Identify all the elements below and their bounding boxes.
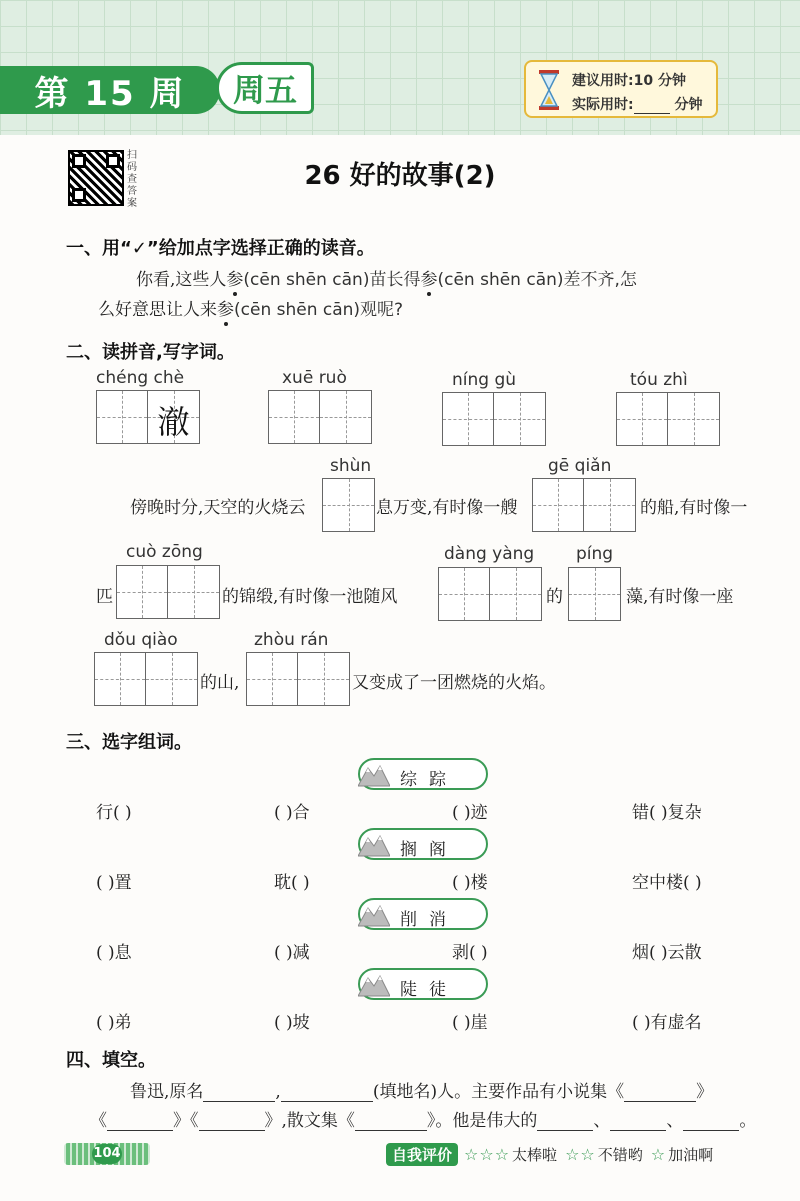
pinyin-label: shùn bbox=[330, 456, 372, 476]
char-grid[interactable] bbox=[116, 565, 220, 619]
grid-cell[interactable] bbox=[533, 479, 584, 531]
section1-line1 bbox=[136, 265, 637, 290]
grid-char: 澈 bbox=[157, 403, 190, 441]
char-grid[interactable] bbox=[322, 478, 375, 532]
answer-blank[interactable] bbox=[537, 1115, 593, 1131]
eval-label: 自我评价 bbox=[386, 1143, 458, 1166]
blank-item[interactable]: ( )楼 bbox=[452, 873, 488, 893]
answer-blank[interactable] bbox=[624, 1086, 696, 1102]
answer-blank[interactable] bbox=[683, 1115, 739, 1131]
dotted-char: 参 bbox=[420, 270, 438, 290]
grid-cell[interactable] bbox=[617, 393, 668, 445]
suggested-time: 建议用时:10 分钟 bbox=[572, 73, 686, 89]
char-grid[interactable] bbox=[268, 390, 372, 444]
pinyin-choices[interactable]: (cēn shēn cān)苗长得 bbox=[243, 270, 421, 290]
grid-cell[interactable] bbox=[146, 653, 197, 705]
text: 、 bbox=[593, 1111, 611, 1131]
actual-time-label: 实际用时: bbox=[572, 97, 634, 113]
grid-cell[interactable] bbox=[117, 566, 168, 618]
qr-label: 扫码查答案 bbox=[127, 150, 137, 209]
pinyin-label: píng bbox=[576, 544, 614, 564]
pinyin-choices[interactable]: (cēn shēn cān)观呢? bbox=[234, 300, 404, 320]
blank-item[interactable]: ( )有虚名 bbox=[632, 1013, 702, 1033]
rating-text: 加油啊 bbox=[668, 1145, 714, 1164]
grid-cell[interactable] bbox=[168, 566, 219, 618]
grid-cell[interactable] bbox=[269, 391, 320, 443]
section1-heading: 一、用“✓”给加点字选择正确的读音。 bbox=[66, 238, 375, 259]
char-grid[interactable] bbox=[532, 478, 636, 532]
text: (填地名)人。主要作品有小说集《 bbox=[372, 1082, 625, 1102]
char-grid[interactable] bbox=[246, 652, 350, 706]
pinyin-label: xuē ruò bbox=[282, 368, 347, 388]
pinyin-label: tóu zhì bbox=[630, 370, 688, 390]
text: 《 bbox=[90, 1111, 107, 1131]
grid-cell[interactable] bbox=[95, 653, 146, 705]
grid-cell[interactable] bbox=[494, 393, 545, 445]
text: , bbox=[275, 1082, 281, 1102]
blank-item[interactable]: ( )合 bbox=[274, 803, 310, 823]
mountain-icon bbox=[358, 972, 390, 998]
char-grid[interactable] bbox=[94, 652, 198, 706]
text: 你看,这些人 bbox=[136, 270, 227, 290]
grid-cell[interactable] bbox=[584, 479, 635, 531]
star-icon[interactable]: ☆ bbox=[650, 1144, 667, 1164]
pinyin-label: níng gù bbox=[452, 370, 517, 390]
blank-item[interactable]: 行( ) bbox=[96, 803, 132, 823]
grid-cell[interactable] bbox=[668, 393, 719, 445]
grid-cell[interactable] bbox=[443, 393, 494, 445]
blank-item[interactable]: 耽( ) bbox=[274, 873, 310, 893]
char-grid[interactable] bbox=[96, 390, 200, 444]
section2-heading: 二、读拼音,写字词。 bbox=[66, 342, 235, 363]
grid-cell[interactable] bbox=[439, 568, 490, 620]
blank-item[interactable]: ( )崖 bbox=[452, 1013, 488, 1033]
text: 鲁迅,原名 bbox=[130, 1082, 204, 1102]
answer-blank[interactable] bbox=[610, 1115, 666, 1131]
grid-cell[interactable] bbox=[490, 568, 541, 620]
grid-cell[interactable] bbox=[298, 653, 349, 705]
fill-line-1 bbox=[130, 1077, 713, 1102]
choice-chars: 陡徒 bbox=[400, 980, 458, 1000]
answer-blank[interactable] bbox=[355, 1115, 427, 1131]
star-icon[interactable]: ☆☆☆ bbox=[464, 1144, 511, 1164]
star-icon[interactable]: ☆☆ bbox=[565, 1144, 596, 1164]
actual-time bbox=[572, 94, 702, 114]
mountain-icon bbox=[358, 902, 390, 928]
blank-item[interactable]: 烟( )云散 bbox=[632, 943, 702, 963]
section1-line2 bbox=[98, 295, 403, 320]
blank-item[interactable]: 错( )复杂 bbox=[632, 803, 702, 823]
mountain-icon bbox=[358, 762, 390, 788]
choice-pill bbox=[358, 828, 488, 860]
text: 、 bbox=[666, 1111, 684, 1131]
grid-cell[interactable] bbox=[320, 391, 371, 443]
blank-item[interactable]: 空中楼( ) bbox=[632, 873, 702, 893]
text: 》《 bbox=[173, 1111, 199, 1131]
actual-time-blank[interactable] bbox=[634, 100, 670, 114]
hourglass-icon bbox=[538, 70, 560, 110]
answer-blank[interactable] bbox=[107, 1115, 173, 1131]
pinyin-label: dǒu qiào bbox=[104, 630, 178, 650]
grid-cell[interactable] bbox=[97, 391, 148, 443]
pinyin-label: gē qiǎn bbox=[548, 456, 612, 476]
day-label: 周五 bbox=[216, 62, 314, 114]
week-label: 第 15 周 bbox=[0, 66, 220, 114]
choice-chars: 搁阁 bbox=[400, 840, 458, 860]
char-grid[interactable] bbox=[442, 392, 546, 446]
text: 》,散文集《 bbox=[264, 1111, 355, 1131]
choice-chars: 削消 bbox=[400, 910, 458, 930]
passage-text: 的船,有时像一 bbox=[640, 498, 748, 518]
pinyin-label: dàng yàng bbox=[444, 544, 535, 564]
char-grid[interactable] bbox=[438, 567, 542, 621]
passage-text: 傍晚时分,天空的火烧云 bbox=[130, 498, 306, 518]
dotted-char: 参 bbox=[226, 270, 244, 290]
passage-text: 的锦缎,有时像一池随风 bbox=[222, 587, 398, 607]
rating-text: 太棒啦 bbox=[512, 1145, 558, 1164]
passage-text: 匹 bbox=[96, 587, 113, 607]
dotted-char: 参 bbox=[217, 300, 234, 320]
choice-chars: 综踪 bbox=[400, 770, 458, 790]
grid-cell[interactable] bbox=[148, 391, 199, 443]
choice-pill bbox=[358, 898, 488, 930]
passage-text: 藻,有时像一座 bbox=[626, 587, 734, 607]
pinyin-label: zhòu rán bbox=[254, 630, 329, 650]
blank-item[interactable]: ( )息 bbox=[96, 943, 132, 963]
blank-item[interactable]: ( )坡 bbox=[274, 1013, 310, 1033]
grid-cell[interactable] bbox=[247, 653, 298, 705]
page-title: 26 好的故事(2) bbox=[304, 161, 496, 191]
answer-blank[interactable] bbox=[203, 1086, 275, 1102]
passage-text: 息万变,有时像一艘 bbox=[376, 498, 518, 518]
text: 》 bbox=[696, 1082, 714, 1102]
section4-heading: 四、填空。 bbox=[66, 1050, 156, 1071]
blank-item[interactable]: 剥( ) bbox=[452, 943, 488, 963]
grid-cell[interactable] bbox=[569, 568, 620, 620]
grid-cell[interactable] bbox=[323, 479, 374, 531]
actual-time-unit: 分钟 bbox=[674, 97, 703, 113]
char-grid[interactable] bbox=[568, 567, 621, 621]
text: 。 bbox=[739, 1111, 757, 1131]
blank-item[interactable]: ( )弟 bbox=[96, 1013, 132, 1033]
blank-item[interactable]: ( )置 bbox=[96, 873, 132, 893]
answer-blank[interactable] bbox=[281, 1086, 373, 1102]
self-evaluation bbox=[386, 1142, 719, 1166]
fill-line-2 bbox=[90, 1106, 756, 1131]
blank-item[interactable]: ( )减 bbox=[274, 943, 310, 963]
choice-pill bbox=[358, 758, 488, 790]
blank-item[interactable]: ( )迹 bbox=[452, 803, 488, 823]
text: 》。他是伟大的 bbox=[426, 1111, 538, 1131]
text: 么好意思让人来 bbox=[98, 300, 217, 320]
time-box bbox=[524, 60, 718, 118]
passage-text: 的 bbox=[546, 587, 563, 607]
choice-pill bbox=[358, 968, 488, 1000]
pinyin-label: cuò zōng bbox=[126, 542, 203, 562]
char-grid[interactable] bbox=[616, 392, 720, 446]
page-number-badge bbox=[64, 1143, 150, 1165]
answer-blank[interactable] bbox=[199, 1115, 265, 1131]
page-number: 104 bbox=[92, 1144, 122, 1164]
passage-text: 的山, bbox=[200, 673, 240, 693]
section3-heading: 三、选字组词。 bbox=[66, 732, 192, 753]
pinyin-choices[interactable]: (cēn shēn cān)差不齐,怎 bbox=[437, 270, 637, 290]
rating-text: 不错哟 bbox=[597, 1145, 643, 1164]
pinyin-label: chéng chè bbox=[96, 368, 185, 388]
mountain-icon bbox=[358, 832, 390, 858]
passage-text: 又变成了一团燃烧的火焰。 bbox=[352, 673, 556, 693]
